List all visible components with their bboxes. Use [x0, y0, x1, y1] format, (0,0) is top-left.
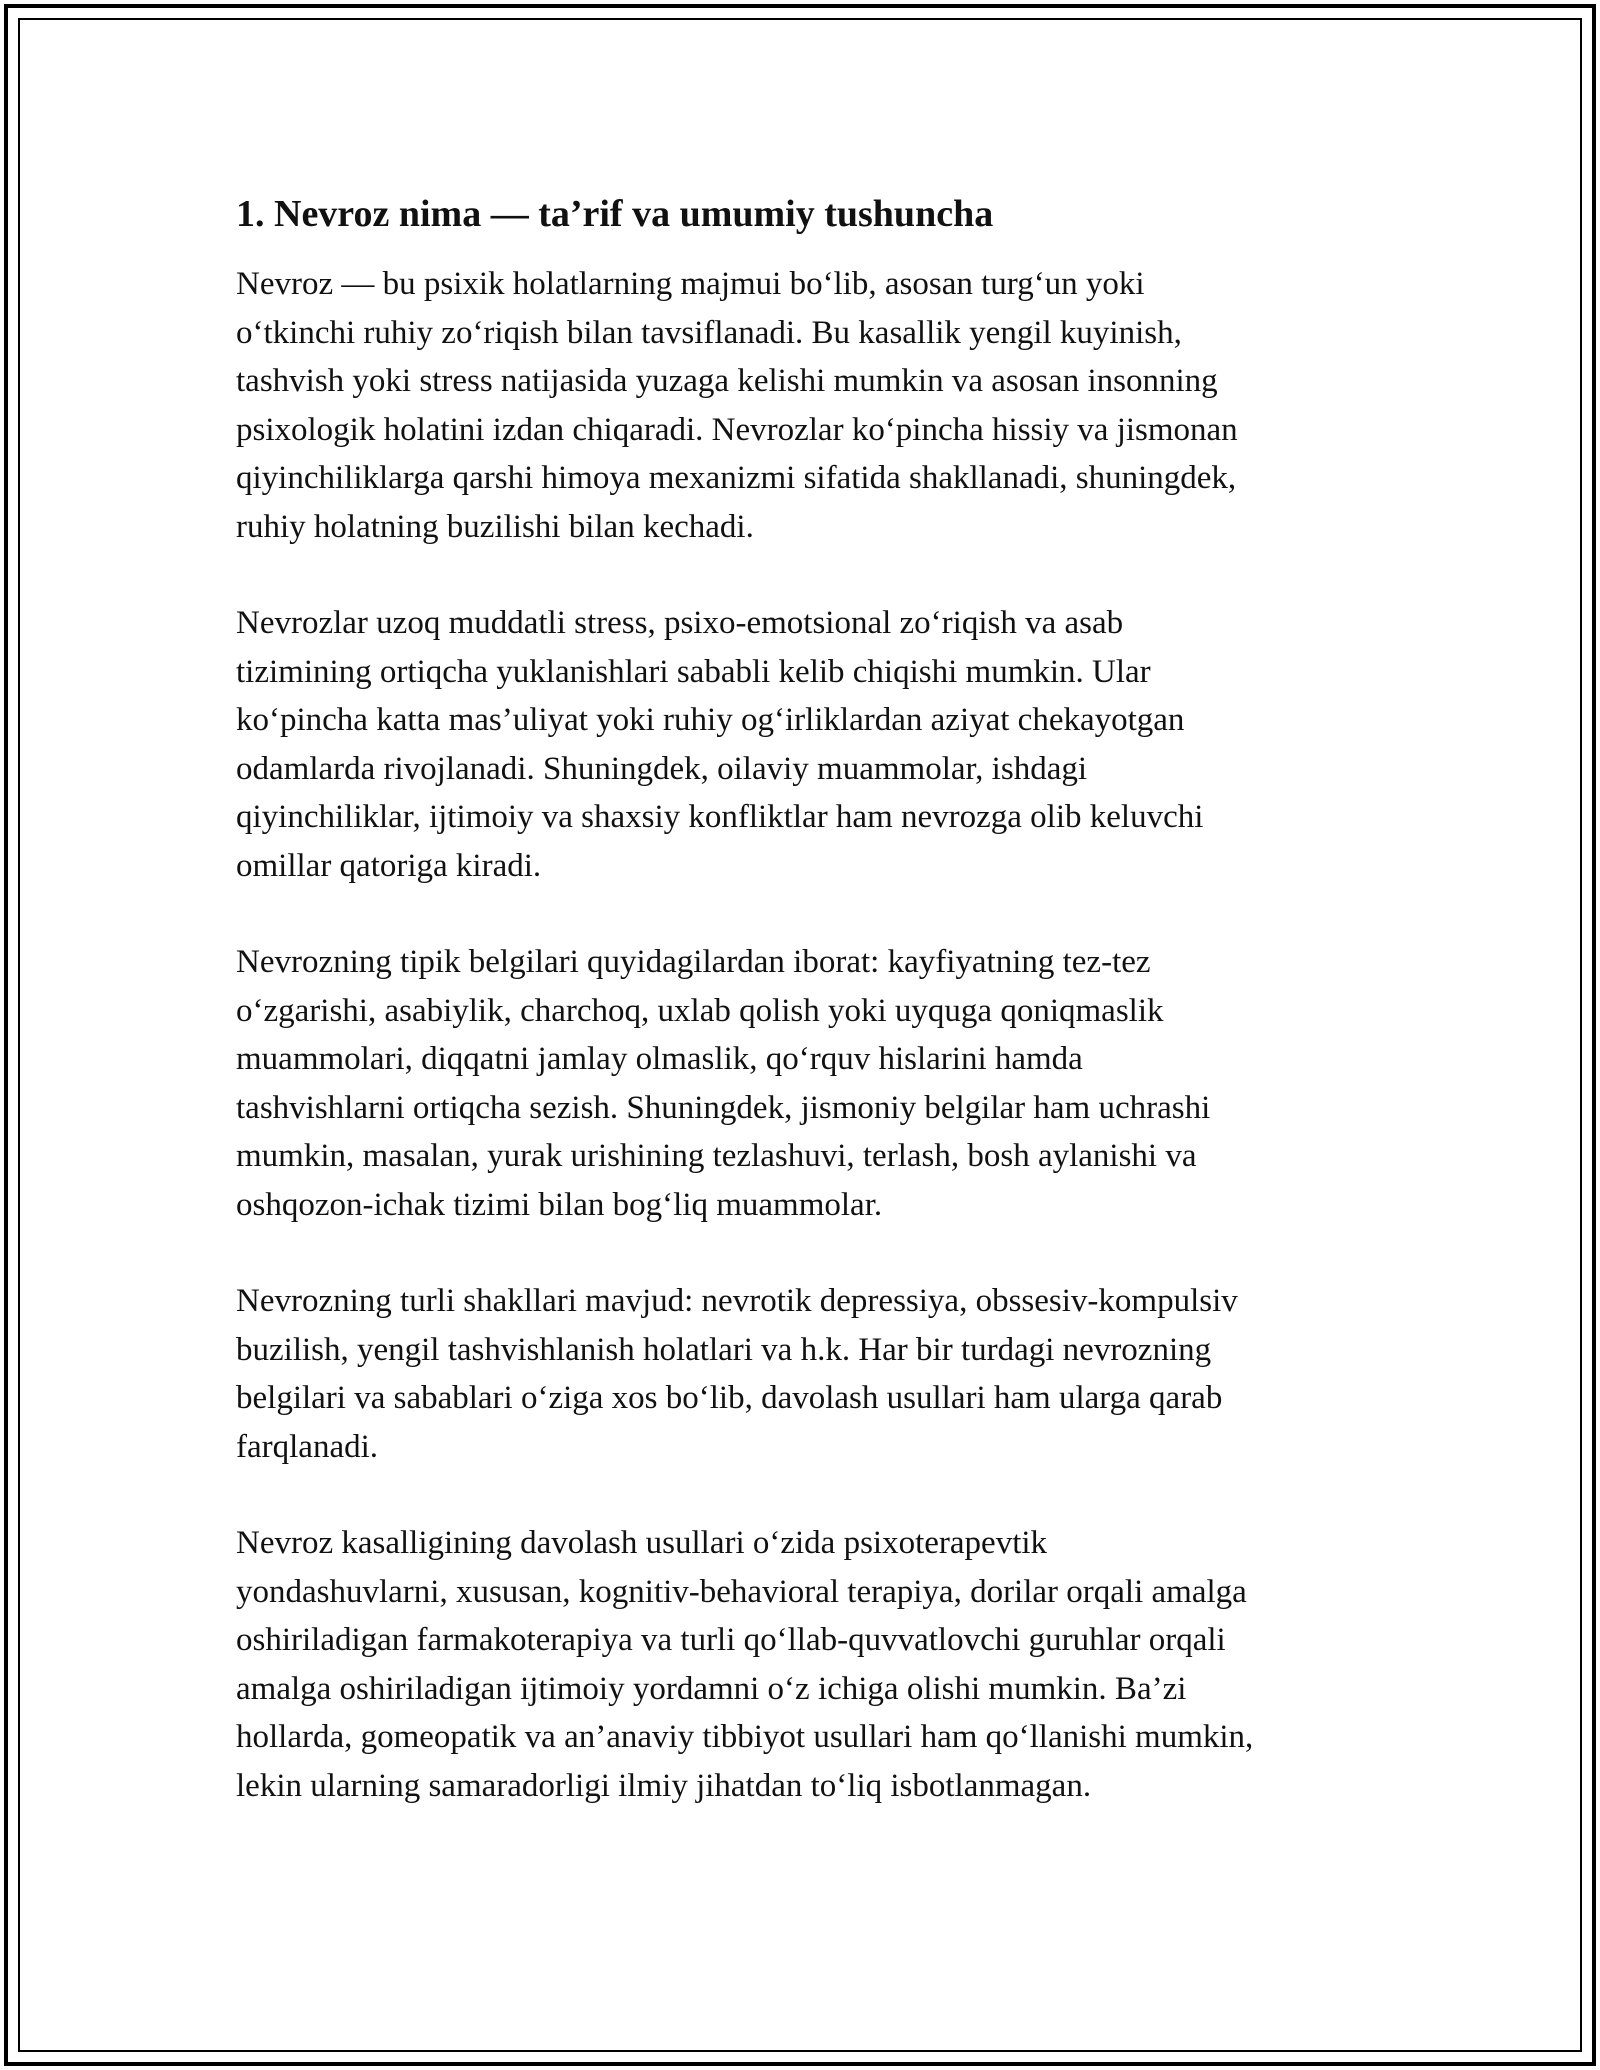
text-line: o‘zgarishi, asabiylik, charchoq, uxlab qolish yoki uyquga qoniqmaslik	[236, 992, 1164, 1029]
text-line: Nevrozlar uzoq muddatli stress, psixo-emotsional zo‘riqish va asab	[236, 605, 1124, 641]
text-line: qiyinchiliklarga qarshi himoya mexanizmi sifatida shakllanadi, shuningdek,	[236, 460, 1237, 496]
text-line: yondashuvlarni, xususan, kognitiv-behavioral terapiya, dorilar orqali amalga	[236, 1573, 1247, 1610]
document-body	[236, 186, 1376, 1858]
text-line: Nevrozning tipik belgilari quyidagilardan iborat: kayfiyatning tez-tez	[236, 944, 1151, 980]
text-line: amalga oshiriladigan ijtimoiy yordamni o‘z ichiga olishi mumkin. Ba’zi	[236, 1670, 1187, 1707]
text-line: Nevroz — bu psixik holatlarning majmui bo‘lib, asosan turg‘un yoki	[236, 266, 1145, 302]
text-line: farqlanadi.	[236, 1428, 379, 1465]
text-line: Nevrozning turli shakllari mavjud: nevrotik depressiya, obssesiv-kompulsiv	[236, 1283, 1238, 1319]
paragraph-symptoms	[236, 938, 1376, 1229]
text-line: ko‘pincha katta mas’uliyat yoki ruhiy og‘irliklardan aziyat chekayotgan	[236, 702, 1185, 738]
text-line: hollarda, gomeopatik va an’anaviy tibbiyot usullari ham qo‘llanishi mumkin,	[236, 1719, 1254, 1755]
paragraph-treatment	[236, 1519, 1376, 1810]
text-line: mumkin, masalan, yurak urishining tezlashuvi, terlash, bosh aylanishi va	[236, 1138, 1197, 1174]
paragraph-definition	[236, 260, 1376, 551]
text-line: tashvish yoki stress natijasida yuzaga kelishi mumkin va asosan insonning	[236, 363, 1218, 399]
text-line: oshiriladigan farmakoterapiya va turli qo‘llab-quvvatlovchi guruhlar orqali	[236, 1622, 1226, 1658]
text-line: belgilari va sabablari o‘ziga xos bo‘lib, davolash usullari ham ularga qarab	[236, 1380, 1223, 1416]
text-line: ruhiy holatning buzilishi bilan kechadi.	[236, 508, 754, 545]
text-line: o‘tkinchi ruhiy zo‘riqish bilan tavsiflanadi. Bu kasallik yengil kuyinish,	[236, 314, 1182, 351]
section-heading: 1. Nevroz nima — ta’rif va umumiy tushuncha	[236, 193, 994, 235]
text-line: muammolari, diqqatni jamlay olmaslik, qo‘rquv hislarini hamda	[236, 1041, 1083, 1077]
text-line: tizimining ortiqcha yuklanishlari sababli kelib chiqishi mumkin. Ular	[236, 653, 1151, 690]
paragraph-forms	[236, 1277, 1376, 1471]
text-line: oshqozon-ichak tizimi bilan bog‘liq muammolar.	[236, 1186, 883, 1223]
text-line: qiyinchiliklar, ijtimoiy va shaxsiy konfliktlar ham nevrozga olib keluvchi	[236, 799, 1204, 835]
text-line: omillar qatoriga kiradi.	[236, 847, 542, 884]
text-line: odamlarda rivojlanadi. Shuningdek, oilaviy muammolar, ishdagi	[236, 750, 1088, 787]
text-line: lekin ularning samaradorligi ilmiy jihatdan to‘liq isbotlanmagan.	[236, 1767, 1092, 1804]
text-line: buzilish, yengil tashvishlanish holatlari va h.k. Har bir turdagi nevrozning	[236, 1331, 1212, 1368]
paragraph-causes	[236, 599, 1376, 890]
text-line: Nevroz kasalligining davolash usullari o‘zida psixoterapevtik	[236, 1525, 1048, 1561]
text-line: psixologik holatini izdan chiqaradi. Nevrozlar ko‘pincha hissiy va jismonan	[236, 411, 1238, 448]
text-line: tashvishlarni ortiqcha sezish. Shuningdek, jismoniy belgilar ham uchrashi	[236, 1089, 1211, 1126]
